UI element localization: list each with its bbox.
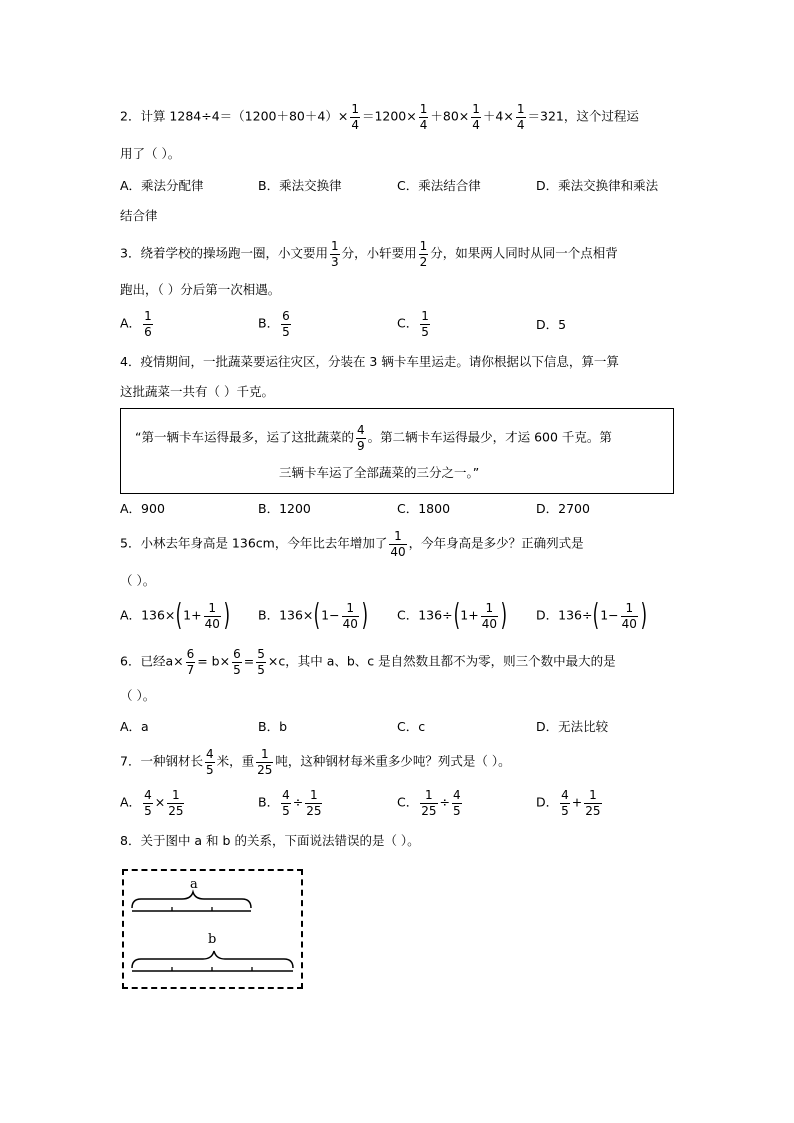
label-a: a	[190, 877, 198, 892]
q2-option-d[interactable]: D．乘法交换律和乘法	[536, 178, 659, 193]
q6-line1: 6．已经a× $\frac{6}{7}$ = b× $\frac{6}{5}$ = $\frac{5}{5}$ ×c，其中 a、b、c 是自然数且都不为零，则三个数中最大的是	[120, 647, 616, 677]
q4-option-a[interactable]: A．900	[120, 501, 165, 516]
q3-line1: 3．绕着学校的操场跑一圈，小文要用 $\frac{1}{3}$ 分，小轩要用 $\frac{1}{2}$ 分，如果两人同时从同一个点相背	[120, 239, 618, 269]
fraction: $\frac{4}{5}$	[282, 788, 290, 818]
q3-option-d[interactable]: D．5	[536, 317, 567, 332]
q7-option-a[interactable]: A． $\frac{4}{5}$ × $\frac{1}{25}$	[120, 788, 184, 818]
q6-line2: （ ）。	[120, 688, 156, 703]
q2-line1: 2．计算 1284÷4＝（1200＋80＋4）× $\frac{1}{4}$ ＝1200× $\frac{1}{4}$ ＋80× $\frac{1}{4}$ ＋4× $\frac{1}{4}$ ＝321，这个过程运	[120, 102, 639, 132]
q6-option-d[interactable]: D．无法比较	[536, 719, 609, 734]
q7-line1: 7．一种钢材长 $\frac{4}{5}$ 米，重 $\frac{1}{25}$ 吨，这种钢材每米重多少吨？列式是（ ）。	[120, 747, 511, 777]
q2-option-b[interactable]: B．乘法交换律	[258, 178, 342, 193]
q6-option-c[interactable]: C．c	[397, 719, 426, 734]
q6-option-a[interactable]: A．a	[120, 719, 149, 734]
fraction: $\frac{5}{5}$	[257, 647, 265, 677]
fraction: $\frac{1}{5}$	[421, 309, 429, 339]
fraction: $\frac{1}{40}$	[621, 600, 637, 631]
q8-line1: 8．关于图中 a 和 b 的关系，下面说法错误的是（ ）。	[120, 833, 420, 848]
q7-option-c[interactable]: C． $\frac{1}{25}$ ÷ $\frac{4}{5}$	[397, 788, 461, 818]
fraction: $\frac{1}{4}$	[516, 102, 525, 132]
q6-option-b[interactable]: B．b	[258, 719, 288, 734]
fraction: $\frac{1}{25}$	[257, 747, 273, 777]
fraction: $\frac{1}{3}$	[330, 239, 339, 269]
fraction: $\frac{4}{9}$	[356, 423, 365, 453]
q3-option-a[interactable]: A． $\frac{1}{6}$	[120, 309, 152, 339]
left-paren-icon: (	[593, 598, 600, 633]
q3-option-b[interactable]: B． $\frac{6}{5}$	[258, 309, 290, 339]
fraction: $\frac{1}{40}$	[390, 529, 406, 559]
q5-line2: （ ）。	[120, 573, 156, 588]
q7-option-b[interactable]: B． $\frac{4}{5}$ ÷ $\frac{1}{25}$	[258, 788, 322, 818]
q2-option-d-cont: 结合律	[120, 208, 158, 223]
right-paren-icon: )	[500, 598, 508, 633]
q4-option-d[interactable]: D．2700	[536, 501, 590, 516]
q3-option-c[interactable]: C． $\frac{1}{5}$	[397, 309, 429, 339]
q4-option-b[interactable]: B．1200	[258, 501, 311, 516]
fraction: $\frac{6}{5}$	[282, 309, 290, 339]
fraction: $\frac{1}{40}$	[342, 600, 358, 631]
q4-info-box	[120, 408, 674, 494]
fraction: $\frac{4}{5}$	[561, 788, 569, 818]
q2-option-c[interactable]: C．乘法结合律	[397, 178, 481, 193]
fraction: $\frac{1}{40}$	[204, 600, 220, 631]
q2-option-a[interactable]: A．乘法分配律	[120, 178, 204, 193]
fraction: $\frac{1}{6}$	[144, 309, 152, 339]
q3-line2: 跑出，（ ）分后第一次相遇。	[120, 282, 281, 297]
brace-a-icon	[132, 892, 251, 908]
right-paren-icon: )	[361, 598, 368, 633]
q5-option-b[interactable]: B．136×(1− $\frac{1}{40}$ )	[258, 598, 368, 633]
fraction: $\frac{1}{25}$	[585, 788, 601, 818]
q8-segment-diagram	[122, 869, 303, 989]
brace-b-icon	[132, 951, 293, 968]
q4-option-c[interactable]: C．1800	[397, 501, 451, 516]
q5-line1: 5．小林去年身高是 136cm，今年比去年增加了 $\frac{1}{40}$ ，今年身高是多少？正确列式是	[120, 529, 584, 559]
fraction: $\frac{1}{4}$	[472, 102, 480, 132]
left-paren-icon: (	[176, 598, 183, 633]
left-paren-icon: (	[453, 598, 460, 633]
q5-option-d[interactable]: D．136÷(1− $\frac{1}{40}$ )	[536, 598, 648, 633]
fraction: $\frac{4}{5}$	[205, 747, 214, 777]
fraction: $\frac{1}{4}$	[419, 102, 428, 132]
fraction: $\frac{4}{5}$	[453, 788, 461, 818]
label-b: b	[208, 932, 217, 947]
fraction: $\frac{1}{40}$	[481, 600, 498, 631]
fraction: $\frac{6}{5}$	[233, 647, 241, 677]
q5-option-c[interactable]: C．136÷(1+ $\frac{1}{40}$ )	[397, 598, 508, 633]
brace-diagram-svg	[124, 871, 301, 987]
fraction: $\frac{4}{5}$	[144, 788, 152, 818]
q4-box-line1: “第一辆卡车运得最多，运了这批蔬菜的 $\frac{4}{9}$ 。第二辆卡车运得最少，才运 600 千克。第	[135, 423, 612, 453]
fraction: $\frac{6}{7}$	[186, 647, 195, 677]
fraction: $\frac{1}{4}$	[351, 102, 359, 132]
fraction: $\frac{1}{2}$	[419, 239, 428, 269]
fraction: $\frac{1}{25}$	[168, 788, 184, 818]
q4-line1: 4．疫情期间，一批蔬菜要运往灾区，分装在 3 辆卡车里运走。请你根据以下信息，算一算	[120, 354, 619, 369]
q5-option-a[interactable]: A．136×(1+ $\frac{1}{40}$ )	[120, 598, 230, 633]
q7-option-d[interactable]: D． $\frac{4}{5}$ + $\frac{1}{25}$	[536, 788, 601, 818]
fraction: $\frac{1}{25}$	[421, 788, 437, 818]
q4-line2: 这批蔬菜一共有（ ）千克。	[120, 384, 274, 399]
q2-line2: 用了（ ）。	[120, 146, 181, 161]
left-paren-icon: (	[314, 598, 321, 633]
right-paren-icon: )	[640, 598, 648, 633]
q4-box-line2: 三辆卡车运了全部蔬菜的三分之一。”	[279, 465, 480, 480]
right-paren-icon: )	[223, 598, 230, 633]
fraction: $\frac{1}{25}$	[306, 788, 322, 818]
